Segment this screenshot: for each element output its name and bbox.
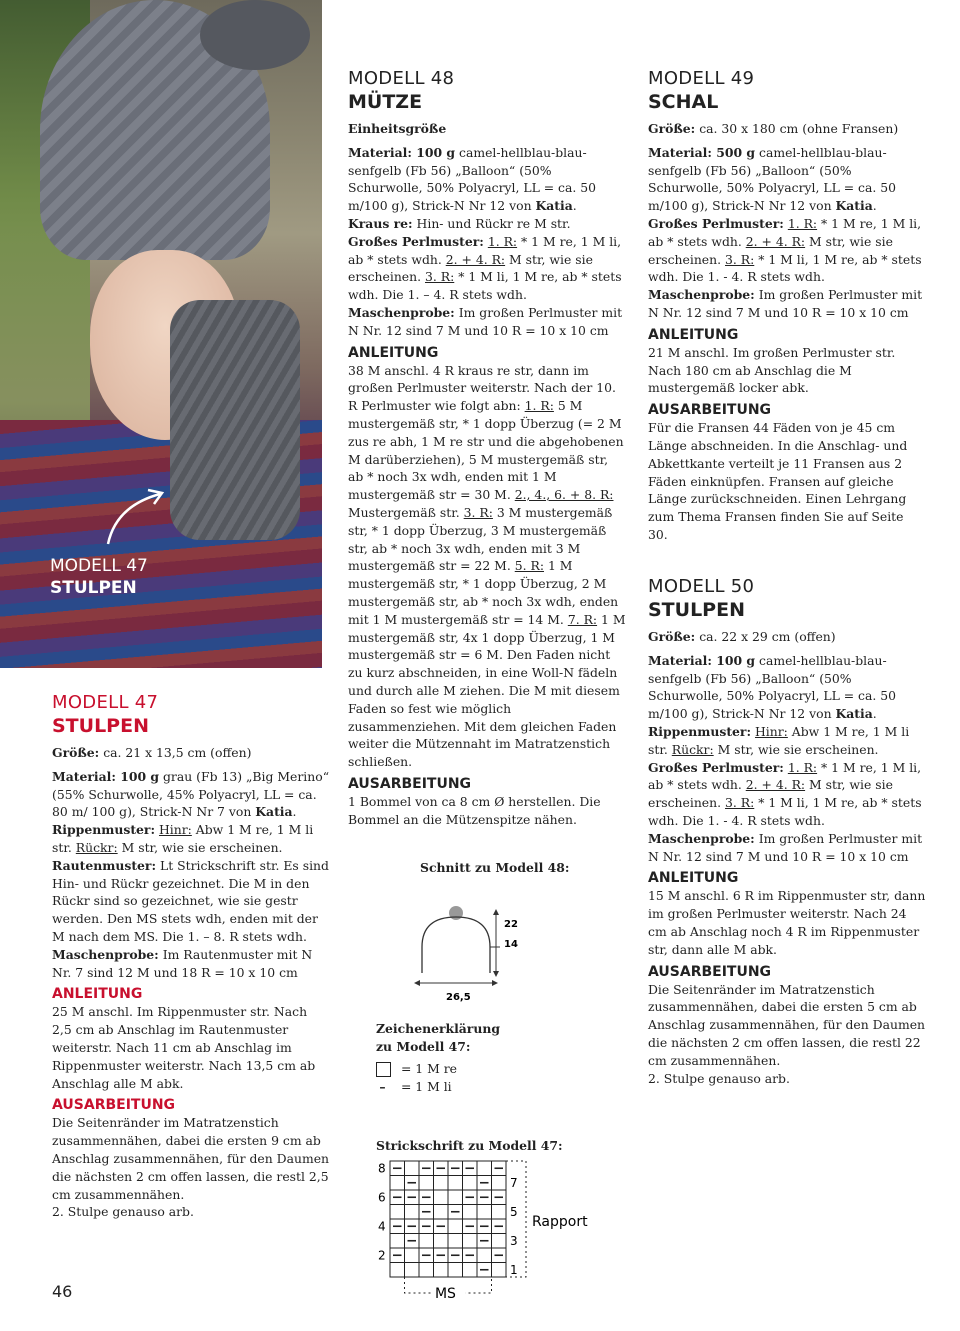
chart-cell <box>434 1190 449 1205</box>
height-body-label: 14 <box>504 939 518 950</box>
model-49-name: SCHAL <box>648 91 719 113</box>
model-50-number: MODELL 50 <box>648 576 755 597</box>
chart-cell <box>492 1176 507 1191</box>
model-47-ausarbeitung-heading: AUSARBEITUNG <box>52 1097 176 1114</box>
rapport-label: Rapport <box>532 1213 588 1230</box>
page-number: 46 <box>52 1282 73 1301</box>
row-number-right: 7 <box>510 1176 518 1190</box>
chart-cell <box>434 1205 449 1220</box>
model-47-name: STULPEN <box>52 715 149 737</box>
model-50-name: STULPEN <box>648 599 745 621</box>
legend: Zeichenerklärung zu Modell 47: = 1 M re – = 1 M li <box>376 1021 501 1094</box>
model-photo <box>0 0 322 668</box>
model-48-section: MODELL 48 MÜTZE Einheitsgröße Material: 100 g camel-hellblau-blau-senfgelb (Fb 56) „Balloon“ (50% Schurwolle, 50% Polyacryl, LL = ca. 50 m/100 g), Strick-N Nr 12 von Katia. Kraus re: Hin- und Rückr re M str. Großes Perlmuster: 1. R: * 1 M re, 1 M li, ab * stets wdh. 2. + 4. R: M str, wie sie erscheinen. 3. R: * 1 M li, 1 M re, ab * stets wdh. Die 1. – 4. R stets wdh. Maschenprobe: Im großen Perlmuster mit N Nr. 12 sind 7 M und 10 R = 10 x 10 cm ANLEITUNG 38 M anschl. 4 R kraus re str, dann im großen Perlmuster weiterstr. Nach der 10. R Perlmuster wie folgt abn: 1. R: 5 M mustergemäß str, * 1 dopp Überzug (= 2 M zus re abh, 1 M re str und die abgehobenen M darüberziehen), 5 M mustergemäß str, ab * noch 3x wdh, enden mit 1 M mustergemäß str = 30 M. 2., 4., 6. + 8. R: Mustergemäß str. 3. R: 3 M mustergemäß str, * 1 dopp Überzug, 3 M mustergemäß str, ab * noch 3x wdh, enden mit 3 M mustergemäß str = 22 M. 5. R: 1 M mustergemäß str, * 1 dopp Überzug, 2 M mustergemäß str, ab * noch 3x wdh, enden mit 1 M mustergemäß str = 14 M. 7. R: 1 M mustergemäß str, 4x 1 dopp Überzug, 1 M mustergemäß str = 6 M. Den Faden nicht zu kurz abschneiden, in eine Woll-N fädeln und durch alle M ziehen. Die M mit diesem Faden so fest wie möglich zusammenziehen. Mit dem gleichen Faden weiter die Mützennaht im Matratzenstich schließen. AUSARBEITUNG 1 Bommel von ca 8 cm Ø herstellen. Die Bommel an die Mützenspitze nähen. <box>348 68 626 827</box>
chart-cell <box>390 1234 405 1249</box>
chart-cell <box>419 1234 434 1249</box>
chart-cell <box>419 1176 434 1191</box>
knitting-chart-grid <box>376 1157 636 1313</box>
model-49-anleitung-heading: ANLEITUNG <box>648 326 739 343</box>
chart-cell <box>390 1205 405 1220</box>
chart-cell <box>448 1176 463 1191</box>
chart-cell <box>492 1263 507 1278</box>
chart-cell <box>463 1176 478 1191</box>
chart-cell <box>448 1219 463 1234</box>
chart-cell <box>463 1263 478 1278</box>
chart-cell <box>463 1205 478 1220</box>
chart-cell <box>477 1205 492 1220</box>
model-49-number: MODELL 49 <box>648 68 755 89</box>
chart-cell <box>405 1248 420 1263</box>
chart-cell <box>434 1263 449 1278</box>
chart-cell <box>492 1234 507 1249</box>
chart-cell <box>405 1161 420 1176</box>
photo-label: MODELL 47 STULPEN <box>50 556 148 598</box>
ms-label: MS <box>434 1286 456 1302</box>
chart-cell <box>448 1263 463 1278</box>
model-48-name: MÜTZE <box>348 91 423 113</box>
row-number-left: 8 <box>378 1161 386 1176</box>
model-48-number: MODELL 48 <box>348 68 455 89</box>
model-50-section: MODELL 50 STULPEN Größe: ca. 22 x 29 cm (offen) Material: 100 g camel-hellblau-blau-senfgelb (Fb 56) „Balloon“ (50% Schurwolle, 50% Polyacryl, LL = ca. 50 m/100 g), Strick-N Nr 12 von Katia. Rippenmuster: Hinr: Abw 1 M re, 1 M li str. Rückr: M str, wie sie erscheinen. Großes Perlmuster: 1. R: * 1 M re, 1 M li, ab * stets wdh. 2. + 4. R: M str, wie sie erscheinen. 3. R: * 1 M li, 1 M re, ab * stets wdh. Die 1. - 4. R stets wdh. Maschenprobe: Im großen Perlmuster mit N Nr. 12 sind 7 M und 10 R = 10 x 10 cm ANLEITUNG 15 M anschl. 6 R im Rippenmuster str, dann im großen Perlmuster weiterstr. Nach 24 cm ab Anschlag noch 4 R im Rippenmuster str, dann alle M abk. AUSARBEITUNG Die Seitenränder im Matratzenstich zusammennähen, dabei die ersten 5 cm ab Anschlag zusammennähen, für den Daumen die nächsten 2 cm offen lassen, die restl 22 cm zusammennähen. 2. Stulpe genauso arb. <box>648 576 926 1086</box>
row-number-right: 3 <box>510 1234 518 1248</box>
chart-cell <box>434 1176 449 1191</box>
chart-cell <box>419 1263 434 1278</box>
chart-cell <box>405 1205 420 1220</box>
hat-pattern-diagram <box>378 875 558 1005</box>
width-label: 26,5 <box>446 992 471 1003</box>
chart-cell <box>434 1234 449 1249</box>
knitting-chart: Strickschrift zu Modell 47: 8 6 4 2 7 5 3 1 Rapport MS <box>376 1138 636 1317</box>
wrist-warmer-illustration <box>170 300 300 540</box>
knit-stitch-icon <box>376 1062 391 1077</box>
row-number-right: 5 <box>510 1205 518 1219</box>
model-49-section: MODELL 49 SCHAL Größe: ca. 30 x 180 cm (ohne Fransen) Material: 500 g camel-hellblau-blau-senfgelb (Fb 56) „Balloon“ (50% Schurwolle, 50% Polyacryl, LL = ca. 50 m/100 g), Strick-N Nr 12 von Katia. Großes Perlmuster: 1. R: * 1 M re, 1 M li, ab * stets wdh. 2. + 4. R: M str, wie sie erscheinen. 3. R: * 1 M li, 1 M re, ab * stets wdh. Die 1. - 4. R stets wdh. Maschenprobe: Im großen Perlmuster mit N Nr. 12 sind 7 M und 10 R = 10 x 10 cm ANLEITUNG 21 M anschl. Im großen Perlmuster str. Nach 180 cm ab Anschlag die M mustergemäß locker abk. AUSARBEITUNG Für die Fransen 44 Fäden von je 45 cm Länge abschneiden. In die Anschlag- und Abkettkante verteilt je 11 Fransen aus 2 Fäden einknüpfen. Fransen auf gleiche Länge zurückschneiden. Einen Lehrgang zum Thema Fransen finden Sie auf Seite 30. <box>648 68 926 544</box>
row-number-left: 4 <box>378 1219 386 1234</box>
chart-cell <box>390 1176 405 1191</box>
row-number-right: 1 <box>510 1263 518 1277</box>
height-total-label: 22 <box>504 919 518 930</box>
model-49-ausarbeitung-heading: AUSARBEITUNG <box>648 402 772 419</box>
model-50-anleitung-heading: ANLEITUNG <box>648 870 739 887</box>
chart-cell <box>390 1263 405 1278</box>
pompom-illustration <box>200 0 310 70</box>
model-47-anleitung-heading: ANLEITUNG <box>52 986 143 1003</box>
model-47-section: MODELL 47 STULPEN Größe: ca. 21 x 13,5 cm (offen) Material: 100 g grau (Fb 13) „Big Merino“ (55% Schurwolle, 45% Polyacryl, LL = ca. 80 m/ 100 g), Strick-N Nr 7 von Katia. Rippenmuster: Hinr: Abw 1 M re, 1 M li str. Rückr: M str, wie sie erscheinen. Rautenmuster: Lt Strickschrift str. Es sind Hin- und Rückr gezeichnet. Die M in den Rückr sind so gezeichnet, wie sie gestr werden. Den MS stets wdh, enden mit der M nach dem MS. Die 1. – 8. R stets wdh. Maschenprobe: Im Rautenmuster mit N Nr. 7 sind 12 M und 18 R = 10 x 10 cm ANLEITUNG 25 M anschl. Im Rippenmuster str. Nach 2,5 cm ab Anschlag im Rautenmuster weiterstr. Nach 11 cm ab Anschlag im Rippenmuster weiterstr. Nach 13,5 cm ab Anschlag alle M abk. AUSARBEITUNG Die Seitenränder im Matratzenstich zusammennähen, dabei die ersten 9 cm ab Anschlag zusammennähen, für den Daumen die nächsten 2 cm offen lassen, die restl 2,5 cm zusammennähen. 2. Stulpe genauso arb. <box>52 692 330 1220</box>
purl-stitch-icon: – <box>379 1079 386 1094</box>
model-50-ausarbeitung-heading: AUSARBEITUNG <box>648 963 772 980</box>
schnitt-diagram: Schnitt zu Modell 48: 22 14 26,5 <box>378 860 569 1009</box>
chart-cell <box>477 1161 492 1176</box>
chart-cell <box>405 1263 420 1278</box>
model-48-ausarbeitung-heading: AUSARBEITUNG <box>348 775 472 792</box>
chart-cell <box>492 1205 507 1220</box>
chart-cell <box>463 1234 478 1249</box>
arrow-icon <box>98 486 168 546</box>
row-number-left: 6 <box>378 1190 386 1205</box>
model-48-anleitung-heading: ANLEITUNG <box>348 344 439 361</box>
chart-cell <box>448 1190 463 1205</box>
chart-cell <box>448 1234 463 1249</box>
row-number-left: 2 <box>378 1248 386 1263</box>
chart-cell <box>477 1248 492 1263</box>
model-47-number: MODELL 47 <box>52 692 159 713</box>
